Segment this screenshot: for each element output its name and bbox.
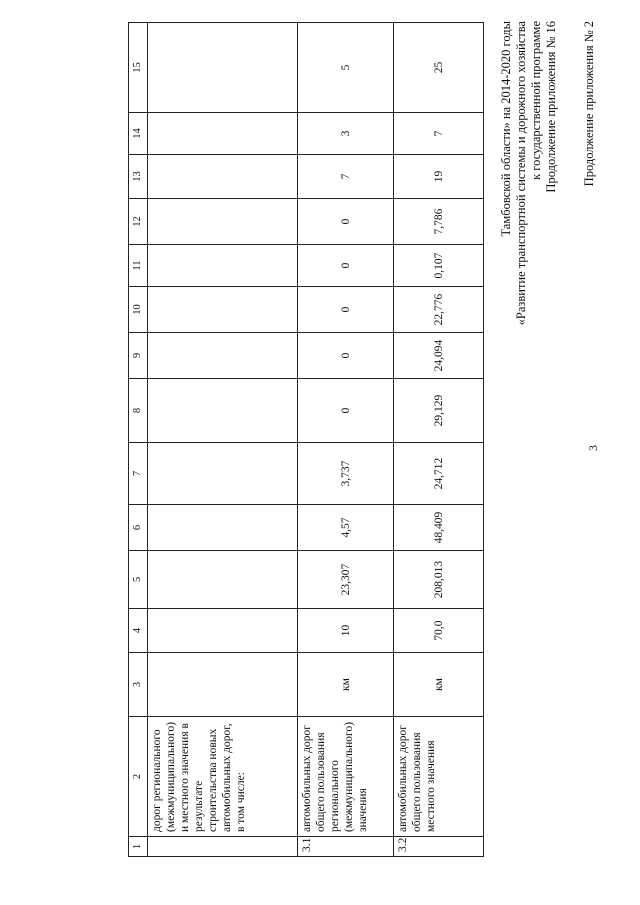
- column-number-row: [129, 23, 148, 857]
- value-cell: [148, 551, 298, 609]
- value-cell: 0: [298, 287, 394, 333]
- column-number: 4: [129, 609, 148, 653]
- row-number: 3.1: [298, 837, 394, 857]
- value-cell: 48,409: [394, 505, 484, 551]
- header-program-period: Тамбовской области» на 2014-2020 годы: [499, 21, 513, 237]
- unit-cell: [148, 653, 298, 717]
- row-number: 3.2: [394, 837, 484, 857]
- column-number: 11: [129, 245, 148, 287]
- value-cell: 0,107: [394, 245, 484, 287]
- value-cell: 7,786: [394, 199, 484, 245]
- column-number: 8: [129, 379, 148, 443]
- unit-cell: км: [394, 653, 484, 717]
- column-number: 7: [129, 443, 148, 505]
- column-number: 1: [129, 837, 148, 857]
- column-number: 12: [129, 199, 148, 245]
- row-number: [148, 837, 298, 857]
- value-cell: 24,712: [394, 443, 484, 505]
- header-program-title: «Развитие транспортной системы и дорожного хозяйства: [514, 21, 528, 326]
- value-cell: 0: [298, 333, 394, 379]
- value-cell: [148, 23, 298, 113]
- value-cell: 7: [394, 113, 484, 155]
- column-number: 14: [129, 113, 148, 155]
- value-cell: 7: [298, 155, 394, 199]
- value-cell: [148, 505, 298, 551]
- table-row: [394, 23, 484, 857]
- column-number: 3: [129, 653, 148, 717]
- value-cell: [148, 443, 298, 505]
- column-number: 15: [129, 23, 148, 113]
- column-number: 5: [129, 551, 148, 609]
- header-appendix-2: Продолжение приложения № 2: [582, 21, 596, 187]
- value-cell: 0: [298, 199, 394, 245]
- value-cell: 24,094: [394, 333, 484, 379]
- value-cell: 29,129: [394, 379, 484, 443]
- value-cell: 0: [298, 245, 394, 287]
- indicators-table: [128, 22, 484, 857]
- value-cell: [148, 199, 298, 245]
- table-row: [148, 23, 298, 857]
- header-appendix-16: Продолжение приложения № 16: [544, 21, 558, 193]
- value-cell: 70,0: [394, 609, 484, 653]
- value-cell: 10: [298, 609, 394, 653]
- header-program: к государственной программе: [529, 21, 543, 180]
- value-cell: 25: [394, 23, 484, 113]
- value-cell: [148, 333, 298, 379]
- table-row: [298, 23, 394, 857]
- indicator-name: автомобильных дорог общего пользования местного значения: [394, 717, 484, 837]
- value-cell: [148, 287, 298, 333]
- page-number: 3: [586, 445, 600, 451]
- indicator-name: дорог регионального (межмуниципального) и местного значения в результате строительства новых автомобильных дорог, в том числе:: [148, 717, 298, 837]
- value-cell: 0: [298, 379, 394, 443]
- value-cell: [148, 245, 298, 287]
- value-cell: 4,57: [298, 505, 394, 551]
- column-number: 2: [129, 717, 148, 837]
- column-number: 9: [129, 333, 148, 379]
- unit-cell: км: [298, 653, 394, 717]
- column-number: 13: [129, 155, 148, 199]
- value-cell: 22,776: [394, 287, 484, 333]
- value-cell: 19: [394, 155, 484, 199]
- value-cell: [148, 155, 298, 199]
- indicator-name: автомобильных дорог общего пользования регионального (межмуниципального) значения: [298, 717, 394, 837]
- value-cell: 208,013: [394, 551, 484, 609]
- value-cell: [148, 379, 298, 443]
- value-cell: 3: [298, 113, 394, 155]
- value-cell: [148, 609, 298, 653]
- value-cell: [148, 113, 298, 155]
- value-cell: 23,307: [298, 551, 394, 609]
- value-cell: 5: [298, 23, 394, 113]
- landscape-page: [12, 15, 632, 885]
- value-cell: 3,737: [298, 443, 394, 505]
- column-number: 10: [129, 287, 148, 333]
- column-number: 6: [129, 505, 148, 551]
